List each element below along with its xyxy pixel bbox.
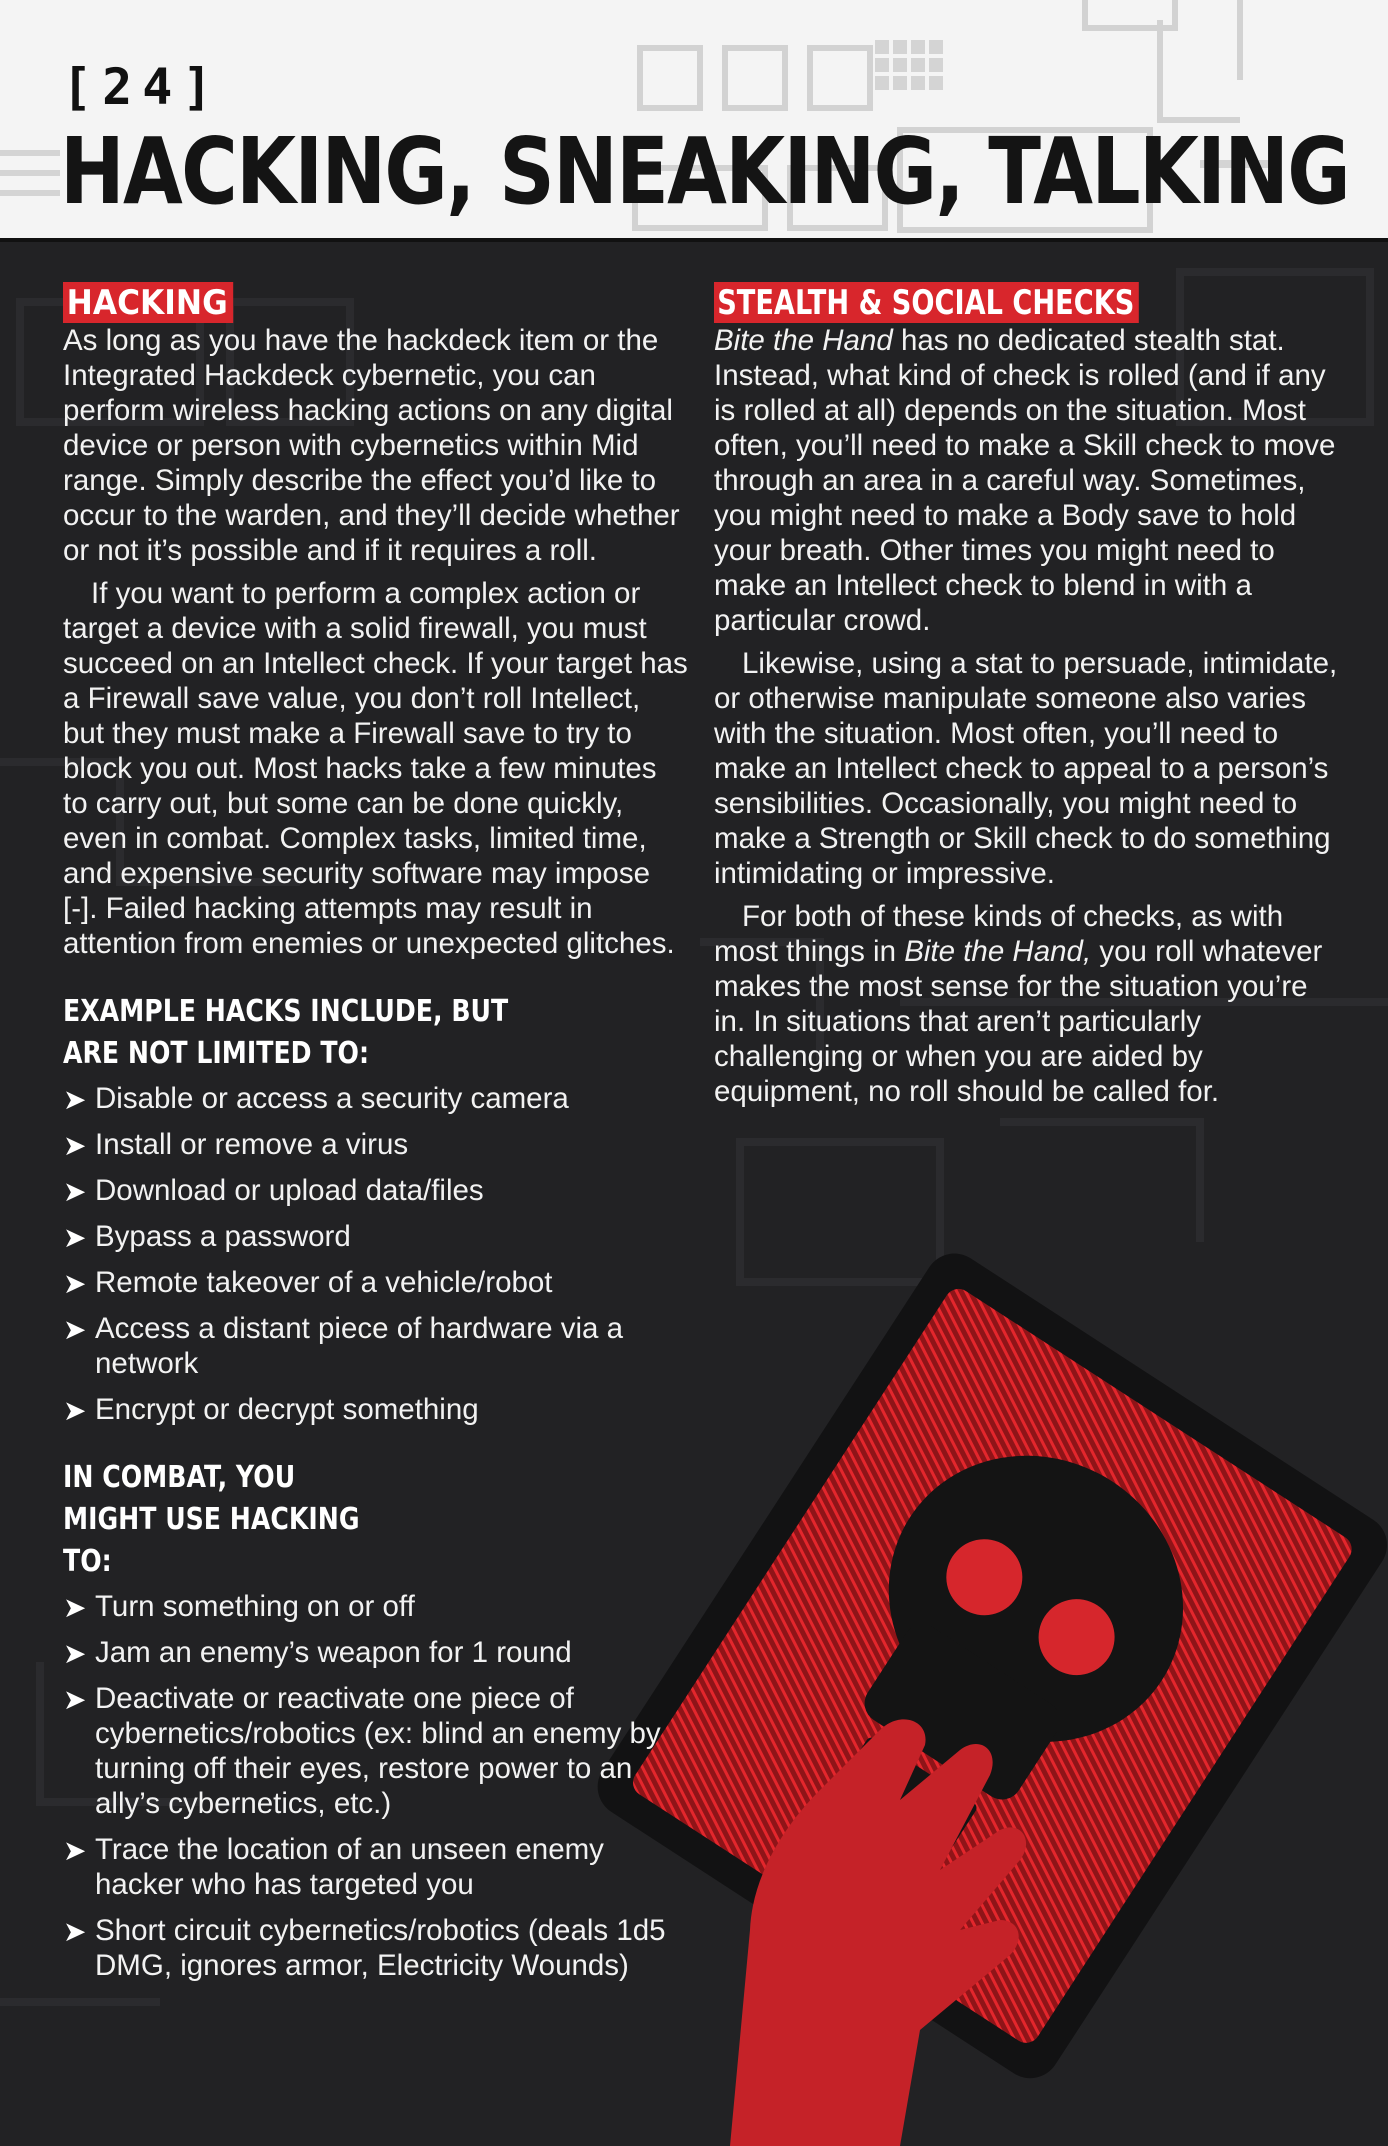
page-title: HACKING, SNEAKING, TALKING (60, 118, 1349, 225)
list-item: ➤ Trace the location of an unseen enemy hacker who has targeted you (63, 1833, 604, 1901)
list-item: ➤ Short circuit cybernetics/robotics (deals 1d5 DMG, ignores armor, Electricity Wounds) (63, 1914, 666, 1982)
stealth-paragraph: Bite the Hand has no dedicated stealth stat. Instead, what kind of check is rolled (and if any is rolled at all) depends on the situation. Most often, you’ll need to make a Skill check to move through an area in a careful way. Sometimes, you might need to make a Body save to hold your breath. Other times you might need to make an Intellect check to blend in with a particular crowd. (714, 324, 1336, 637)
list-item: ➤ Jam an enemy’s weapon for 1 round (63, 1636, 572, 1669)
list-item: ➤ Encrypt or decrypt something (63, 1393, 479, 1426)
arrow-bullet-icon: ➤ (63, 1592, 87, 1623)
right-column (714, 282, 1344, 1109)
hacking-paragraph: As long as you have the hackdeck item or the Integrated Hackdeck cybernetic, you can perform wireless hacking actions on any digital device or person with cybernetics within Mid range. Simply describe the effect you’d like to occur to the warden, and they’ll decide whether or not it’s possible and if it requires a roll. (63, 324, 680, 567)
page-number: [24] (62, 58, 223, 116)
list-item: ➤ Deactivate or reactivate one piece of cybernetics/robotics (ex: blind an enemy by turning off their eyes, restore power to an ally’s cybernetics, etc.) (63, 1682, 661, 1820)
combat-hacks-heading: IN COMBAT, YOU MIGHT USE HACKING TO: (63, 1460, 360, 1579)
left-column (63, 282, 688, 1994)
arrow-bullet-icon: ➤ (63, 1835, 87, 1866)
stealth-paragraph: Likewise, using a stat to persuade, intimidate, or otherwise manipulate someone also varies with the situation. Most often, you’ll need to make an Intellect check to appeal to a person’s sensibilities. Occasionally, you might need to make a Strength or Skill check to do something intimidating or impressive. (714, 647, 1338, 890)
stealth-section-title: STEALTH & SOCIAL CHECKS (714, 282, 1139, 323)
arrow-bullet-icon: ➤ (63, 1268, 87, 1299)
list-item: ➤ Download or upload data/files (63, 1174, 484, 1207)
arrow-bullet-icon: ➤ (63, 1084, 87, 1115)
arrow-bullet-icon: ➤ (63, 1916, 87, 1947)
arrow-bullet-icon: ➤ (63, 1130, 87, 1161)
stealth-paragraph: For both of these kinds of checks, as with most things in Bite the Hand, you roll whatever makes the most sense for the situation you’re in. In situations that aren’t particularly challenging or when you are aided by equipment, no roll should be called for. (714, 900, 1323, 1108)
example-hacks-heading: EXAMPLE HACKS INCLUDE, BUT ARE NOT LIMITED TO: (63, 994, 509, 1071)
hacking-section-title: HACKING (63, 282, 233, 323)
arrow-bullet-icon: ➤ (63, 1638, 87, 1669)
example-hacks-list (63, 1081, 688, 1427)
arrow-bullet-icon: ➤ (63, 1684, 87, 1715)
hacked-tablet-illustration (580, 1230, 1388, 2146)
combat-hacks-list (63, 1589, 688, 1983)
arrow-bullet-icon: ➤ (63, 1222, 87, 1253)
list-item: ➤ Remote takeover of a vehicle/robot (63, 1266, 553, 1299)
list-item: ➤ Install or remove a virus (63, 1128, 409, 1161)
book-title-italic: Bite the Hand, (904, 935, 1092, 968)
list-item: ➤ Turn something on or off (63, 1590, 415, 1623)
hacking-paragraph: If you want to perform a complex action or target a device with a solid firewall, you must succeed on an Intellect check. If your target has a Firewall save value, you don’t roll Intellect, but they must make a Firewall save to try to block you out. Most hacks take a few minutes to carry out, but some can be done quickly, even in combat. Complex tasks, limited time, and expensive security software may impose [-]. Failed hacking attempts may result in attention from enemies or unexpected glitches. (63, 577, 688, 960)
list-item: ➤ Bypass a password (63, 1220, 351, 1253)
arrow-bullet-icon: ➤ (63, 1395, 87, 1426)
list-item: ➤ Disable or access a security camera (63, 1082, 569, 1115)
page-header (0, 0, 1388, 242)
book-title-italic: Bite the Hand (714, 324, 893, 357)
list-item: ➤ Access a distant piece of hardware via a network (63, 1312, 624, 1380)
arrow-bullet-icon: ➤ (63, 1176, 87, 1207)
arrow-bullet-icon: ➤ (63, 1314, 87, 1345)
